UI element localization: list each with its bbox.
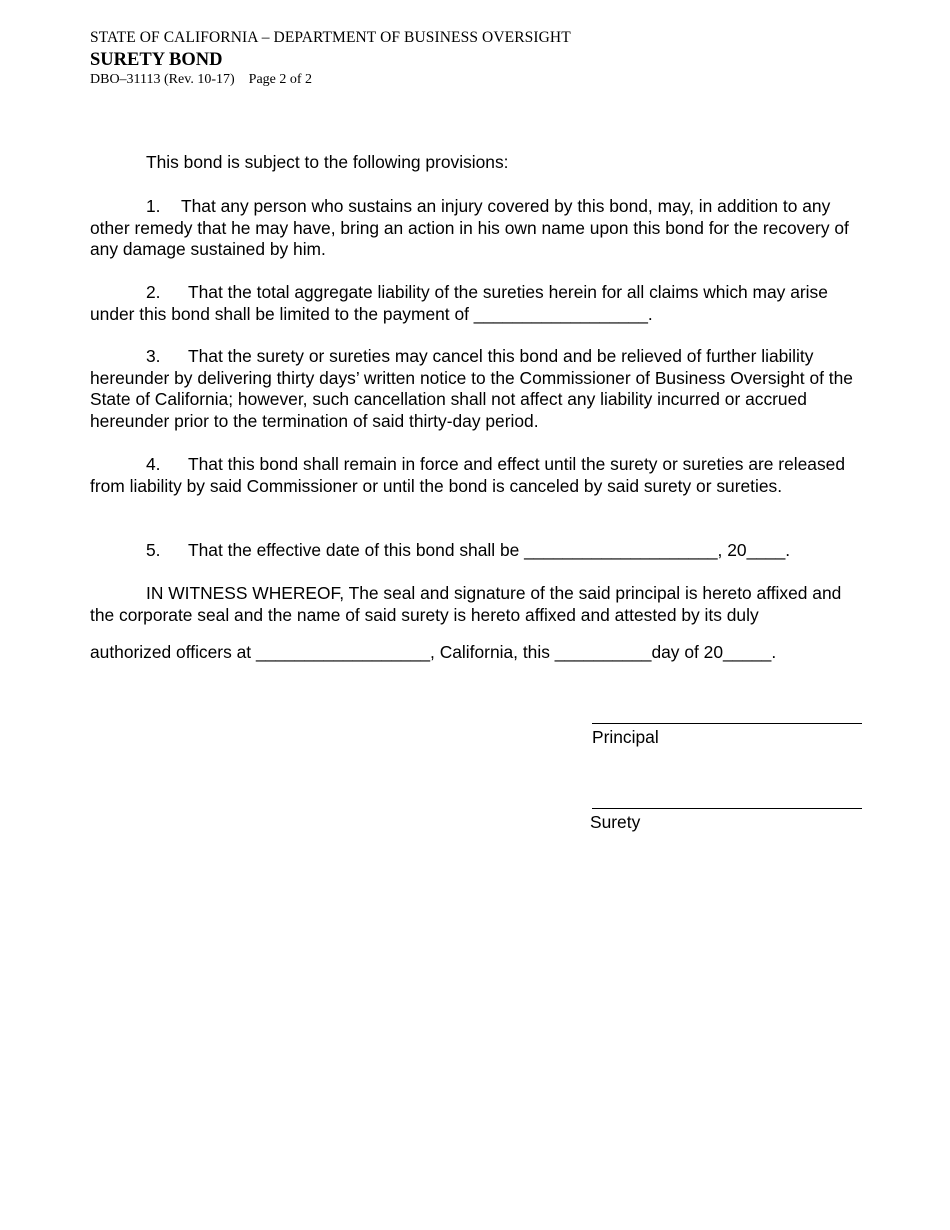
provision-number: 1.	[146, 196, 161, 216]
provision-text: That this bond shall remain in force and effect until the surety or sureties are released from liability by said Commissioner or until the bond is canceled by said surety or sureties.	[90, 454, 846, 496]
form-info	[90, 71, 571, 89]
provision-3	[90, 346, 860, 432]
form-number: DBO–31113 (Rev. 10-17)	[90, 72, 235, 87]
form-header	[90, 28, 571, 89]
surety-signature-line[interactable]	[592, 808, 862, 809]
principal-label: Principal	[592, 727, 659, 747]
provision-text: That the surety or sureties may cancel this bond and be relieved of further liability hereunder by delivering thirty days’ written notice to the Commissioner of Business Oversight of the State of California; however, such cancellation shall not affect any liability incurred or accrued hereunder prior to the termination of said thirty-day period.	[90, 346, 853, 431]
witness-paragraph	[90, 583, 860, 664]
provision-1	[90, 196, 860, 261]
intro-text: This bond is subject to the following provisions:	[146, 152, 509, 172]
witness-text: IN WITNESS WHEREOF, The seal and signature of the said principal is hereto affixed and the corporate seal and the name of said surety is hereto affixed and attested by its duly	[90, 583, 842, 625]
surety-signature-block	[592, 808, 862, 833]
provision-number: 2.	[146, 282, 161, 302]
form-title: SURETY BOND	[90, 50, 223, 70]
provision-number: 3.	[146, 346, 161, 366]
provision-text: That the effective date of this bond shall be ____________________, 20____.	[188, 540, 791, 560]
provision-number: 4.	[146, 454, 161, 474]
provision-2	[90, 282, 860, 325]
intro-paragraph	[90, 152, 860, 174]
witness-last-line: authorized officers at __________________, California, this __________day of 20_____.	[90, 642, 777, 662]
surety-label: Surety	[590, 812, 641, 832]
provision-number: 5.	[146, 540, 161, 560]
provision-text: That the total aggregate liability of the sureties herein for all claims which may arise under this bond shall be limited to the payment of __________________.	[90, 282, 828, 324]
principal-signature-line[interactable]	[592, 723, 862, 724]
agency-name: STATE OF CALIFORNIA – DEPARTMENT OF BUSINESS OVERSIGHT	[90, 29, 571, 46]
provision-4	[90, 454, 860, 497]
provision-text: That any person who sustains an injury covered by this bond, may, in addition to any other remedy that he may have, bring an action in his own name upon this bond for the recovery of any damage sustained by him.	[90, 196, 849, 259]
page-number: Page 2 of 2	[248, 72, 313, 87]
provision-5	[90, 540, 860, 562]
principal-signature-block	[592, 723, 862, 748]
